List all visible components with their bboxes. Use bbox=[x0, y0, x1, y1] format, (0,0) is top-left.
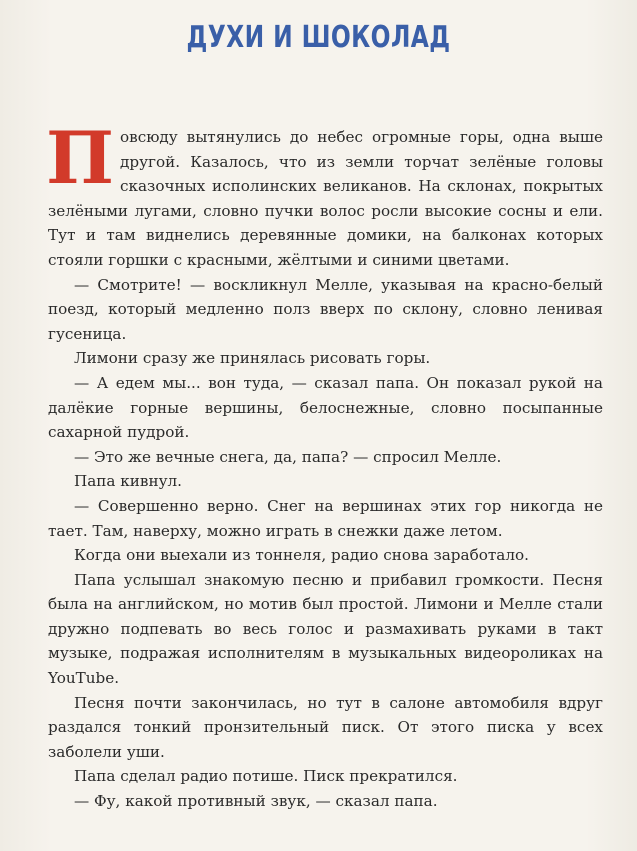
drop-cap: П bbox=[46, 115, 114, 200]
paragraph: Песня почти закончилась, но тут в салоне автомобиля вдруг раздался тонкий пронзительный писк. От этого писка у всех заболели уши. bbox=[48, 693, 603, 761]
paragraph: — Это же вечные снега, да, папа? — спросил Мелле. bbox=[74, 447, 502, 466]
paragraph-text: овсюду вытянулись до небес огромные горы, одна выше другой. Казалось, что из земли торчат зелёные головы сказочных исполинских великанов. На склонах, покрытых зелёными лугами, словно пучки волос росли высокие сосны и ели. Тут и там виднелись деревянные домики, на балконах которых стояли горшки с красными, жёлтыми и синими цветами. bbox=[48, 128, 603, 269]
chapter-body bbox=[46, 115, 603, 814]
paragraph: Папа сделал радио потише. Писк прекратился. bbox=[74, 767, 458, 786]
paragraph bbox=[46, 115, 603, 273]
paragraph: Когда они выехали из тоннеля, радио снова заработало. bbox=[74, 546, 529, 565]
paragraph: Папа кивнул. bbox=[74, 472, 183, 491]
paragraph: — А едем мы... вон туда, — сказал папа. Он показал рукой на далёкие горные вершины, белоснежные, словно посыпанные сахарной пудрой. bbox=[48, 373, 603, 442]
paragraph: Лимони сразу же принялась рисовать горы. bbox=[74, 349, 431, 368]
chapter-title: ДУХИ И ШОКОЛАД bbox=[186, 20, 451, 55]
paragraph: Папа услышал знакомую песню и прибавил громкости. Песня была на английском, но мотив был простой. Лимони и Мелле стали дружно подпевать во весь голос и размахивать руками в такт музыке, подражая исполнителям в музыкальных видеороликах на YouTube. bbox=[48, 570, 603, 688]
paragraph: — Совершенно верно. Снег на вершинах этих гор никогда не тает. Там, наверху, можно играть в снежки даже летом. bbox=[48, 496, 603, 540]
paragraph: — Фу, какой противный звук, — сказал папа. bbox=[74, 792, 438, 811]
paragraph: — Смотрите! — воскликнул Мелле, указывая на красно-белый поезд, который медленно полз вверх по склону, словно ленивая гусеница. bbox=[48, 275, 603, 343]
